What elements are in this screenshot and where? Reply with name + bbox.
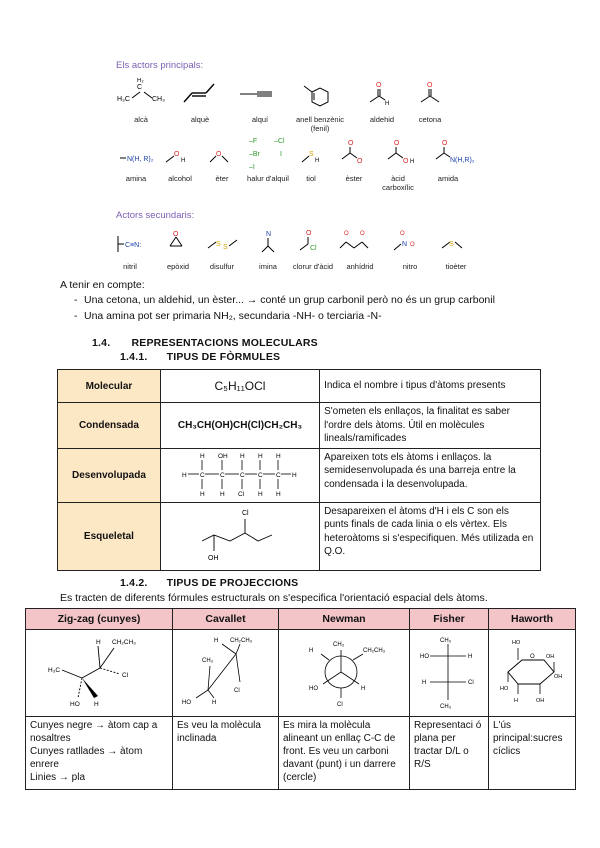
projections-table [25,608,576,790]
svg-text:O: O [344,231,349,237]
svg-text:–Cl: –Cl [274,138,285,145]
svg-text:C: C [257,471,263,479]
svg-text:CH₃: CH₃ [201,657,213,664]
label-disulfur: disulfur [209,262,235,271]
cavallet-structure [178,632,274,712]
table-row [58,448,541,502]
svg-text:H₃C: H₃C [117,96,130,103]
svg-text:O: O [403,158,409,165]
developed-formula-cell [160,448,319,502]
formula-desc-desenvolupada: Apareixen tots els àtoms i enllaços. la semidesenvolupada és una barreja entre la condensada i la desenvolupada. [320,448,541,502]
proj-header-zigzag: Zig-zag (cunyes) [26,609,173,630]
alkane-structure [117,78,165,103]
row1-structures [112,78,512,114]
nitro-structure [394,231,415,250]
svg-text:O: O [394,140,400,147]
svg-text:H₃C: H₃C [48,666,61,674]
svg-text:H: H [275,452,281,460]
label-halur: halur d'alquil [247,174,289,183]
svg-text:O: O [306,230,312,237]
table-row [26,609,576,630]
svg-text:CH₂CH₃: CH₂CH₃ [112,638,136,646]
formula-desc-molecular: Indica el nombre i tipus d'àtoms presents [320,370,541,403]
svg-text:Cl: Cl [233,687,240,694]
alkyne-structure [240,92,272,96]
svg-text:S: S [216,241,221,248]
svg-text:O: O [174,151,180,158]
row2-structures [112,136,532,174]
svg-text:OH: OH [546,653,555,660]
svg-text:C: C [199,471,205,479]
label-nitro: nitro [402,262,418,271]
table-row [58,370,541,403]
section-14-number: 1.4. [92,337,111,349]
label-amida: amida [437,174,459,183]
svg-text:H: H [257,452,263,460]
cavallet-drawing-cell [173,630,279,717]
label-fenil: anell benzènic (fenil) [296,115,344,133]
svg-text:H: H [211,699,216,706]
svg-text:OH: OH [217,452,228,460]
svg-text:CH₃: CH₃ [440,637,452,644]
svg-text:N: N [266,231,272,238]
svg-text:HO: HO [512,639,521,646]
carboxylic-acid-structure [388,140,414,165]
proj-header-haworth: Haworth [489,609,576,630]
svg-text:H: H [514,697,518,704]
svg-text:Cl: Cl [241,509,249,517]
label-alqui: alquí [251,115,269,124]
svg-text:H: H [422,679,427,686]
actors-principals-title: Els actors principals: [116,60,204,71]
svg-text:O: O [410,242,415,248]
proj-desc-newman: Es mira la molècula alineant un enllaç C-C de front. Es veu un carboni davant (punt) i un darrere (cercle) [279,717,410,790]
acyl-chloride-structure [300,230,317,252]
svg-text:O: O [376,82,382,89]
svg-text:CH₂CH₃: CH₂CH₃ [363,647,386,654]
svg-text:OH: OH [207,554,219,562]
formula-type-desenvolupada: Desenvolupada [58,448,161,502]
svg-text:H: H [96,638,101,646]
svg-text:O: O [427,82,433,89]
label-ester: èster [345,174,363,183]
svg-text:H₂: H₂ [137,78,144,84]
proj-header-cavallet: Cavallet [173,609,279,630]
note-item: - Una cetona, un aldehid, un èster... → conté un grup carbonil però no és un grup carbonil [62,292,582,308]
aldehyde-structure [370,82,389,107]
svg-text:O: O [173,231,179,238]
svg-text:H: H [385,101,390,107]
svg-text:CH₃: CH₃ [440,703,452,710]
label-epoxid: epòxid [166,262,190,271]
anhydride-structure [340,231,368,248]
svg-text:C: C [275,471,281,479]
newman-structure [289,632,399,712]
formula-type-molecular: Molecular [58,370,161,403]
svg-text:S: S [309,151,314,158]
svg-text:C≡N:: C≡N: [125,242,142,249]
imine-structure [262,231,274,252]
svg-text:OH: OH [554,673,563,680]
fisher-structure [414,632,484,712]
svg-text:HO: HO [500,685,509,692]
note-item: - Una amina pot ser primaria NH₂, secundaria -NH- o terciaria -N- [62,308,582,324]
svg-text:O: O [360,231,365,237]
section-142-heading [120,577,298,589]
label-aldehid: aldehid [369,115,395,124]
haworth-drawing-cell [489,630,576,717]
alkene-structure [184,84,214,102]
svg-text:H: H [468,653,473,660]
table-row [58,502,541,570]
svg-text:HO: HO [70,700,80,708]
benzene-structure [304,86,328,106]
amide-structure [436,140,475,164]
svg-text:I: I [280,151,282,158]
svg-text:H: H [257,490,263,497]
formula-molecular: C₅H₁₁OCl [160,370,319,403]
ketone-structure [421,82,439,102]
section-14-title: REPRESENTACIONS MOLECULARS [131,337,318,349]
amine-structure [120,156,154,163]
haworth-structure [492,632,572,712]
svg-text:–F: –F [249,138,258,145]
svg-text:Cl: Cl [468,679,474,686]
section-141-number: 1.4.1. [120,351,148,363]
svg-text:HO: HO [420,653,429,660]
svg-text:Cl: Cl [237,490,245,497]
skeletal-formula-structure [190,505,290,565]
svg-text:H: H [199,452,205,460]
svg-text:H: H [199,490,205,497]
table-row [58,403,541,449]
svg-text:OH: OH [536,697,545,704]
svg-text:H: H [309,647,314,654]
secondary-structures [112,224,512,260]
proj-desc-cavallet: Es veu la molècula inclinada [173,717,279,790]
svg-text:–I: –I [249,164,255,171]
svg-text:H: H [219,490,225,497]
notes-intro: A tenir en compte: [60,279,145,291]
svg-text:CH₃: CH₃ [333,641,345,648]
disulfide-structure [208,240,237,251]
ether-structure [210,151,228,162]
alkyl-halide-structure [249,138,285,171]
label-cetona: cetona [418,115,442,124]
proj-desc-fisher: Representaci ó plana per tractar D/L o R/S [410,717,489,790]
label-alque: alquè [190,115,210,124]
formula-type-esqueletal: Esqueletal [58,502,161,570]
notes-list [62,292,582,324]
svg-text:C: C [239,471,245,479]
label-eter: èter [215,174,229,183]
formula-desc-condensada: S'ometen els enllaços, la finalitat es saber l'ordre dels àtoms. Útil en molècules lineals/ramificades [320,403,541,449]
section-141-title: TIPUS DE FÒRMULES [166,351,281,363]
svg-text:S: S [223,244,228,251]
section-141-heading [120,351,280,363]
zigzag-structure [34,632,164,712]
svg-text:N: N [402,241,408,248]
svg-text:CH₂CH₃: CH₂CH₃ [229,637,252,644]
nitrile-structure [118,236,141,252]
proj-header-newman: Newman [279,609,410,630]
label-alca: alcà [134,115,148,124]
svg-text:Cl: Cl [310,245,317,252]
proj-desc-haworth: L'ús principal:sucres cíclics [489,717,576,790]
svg-text:O: O [348,140,354,147]
label-imina: imina [259,262,277,271]
svg-text:Cl: Cl [337,701,343,708]
svg-text:–Br: –Br [249,151,260,158]
svg-text:C: C [137,84,143,91]
svg-text:C: C [219,471,225,479]
svg-text:O: O [400,231,405,237]
svg-text:N(H,R)₂: N(H,R)₂ [450,157,475,164]
label-tiol: tiol [306,174,316,183]
svg-text:H: H [291,471,297,479]
label-alcohol: alcohol [168,174,192,183]
svg-text:S: S [449,241,454,248]
table-row [26,630,576,717]
svg-text:CH₃: CH₃ [152,96,165,103]
thiol-structure [302,151,319,164]
svg-text:H: H [213,637,218,644]
svg-text:N(H, R)₂: N(H, R)₂ [127,156,154,163]
label-anhidrid: anhídrid [346,262,374,271]
label-acid: àcid carboxílic [382,174,414,192]
table-row [26,717,576,790]
svg-text:H: H [315,158,320,164]
svg-text:H: H [275,490,281,497]
formula-type-condensada: Condensada [58,403,161,449]
section-14-heading [92,337,318,349]
svg-text:HO: HO [309,685,318,692]
svg-text:O: O [530,653,535,660]
section-142-title: TIPUS DE PROJECCIONS [166,577,299,589]
proj-desc-zigzag: Cunyes negre → àtom cap a nosaltres Cunyes ratllades → àtom enrere Linies → pla [26,717,173,790]
projections-intro: Es tracten de diferents fórmules estructurals on s'especifica l'orientació espacial dels àtoms. [60,592,488,604]
label-nitril: nitril [123,262,137,271]
fisher-drawing-cell [410,630,489,717]
svg-text:H: H [410,159,415,165]
skeletal-formula-cell [160,502,319,570]
epoxide-structure [170,231,182,246]
formules-table [57,369,541,571]
zigzag-drawing-cell [26,630,173,717]
svg-text:H: H [94,700,99,708]
svg-text:HO: HO [181,699,191,706]
thioether-structure [442,241,462,248]
svg-text:H: H [361,685,366,692]
developed-formula-structure [180,451,300,497]
formula-condensada: CH₃CH(OH)CH(Cl)CH₂CH₃ [160,403,319,449]
svg-text:O: O [216,151,222,158]
formula-desc-esqueletal: Desapareixen el àtoms d'H i els C son els punts finals de cada linia o els vèrtex. Els heteroàtoms si s'especifiquen. Més utilizada en Q.O. [320,502,541,570]
proj-header-fisher: Fisher [410,609,489,630]
ester-structure [342,140,363,165]
label-amina: amina [125,174,147,183]
section-142-number: 1.4.2. [120,577,148,589]
label-tioeter: tioèter [445,262,467,271]
svg-text:H: H [239,452,245,460]
alcohol-structure [166,151,185,164]
svg-text:O: O [442,140,448,147]
label-clorur: clorur d'àcid [292,262,334,271]
newman-drawing-cell [279,630,410,717]
actors-secundaris-title: Actors secundaris: [116,210,195,221]
svg-text:O: O [357,158,363,165]
svg-text:H: H [181,471,187,479]
svg-text:Cl: Cl [122,671,129,679]
svg-text:H: H [181,158,186,164]
